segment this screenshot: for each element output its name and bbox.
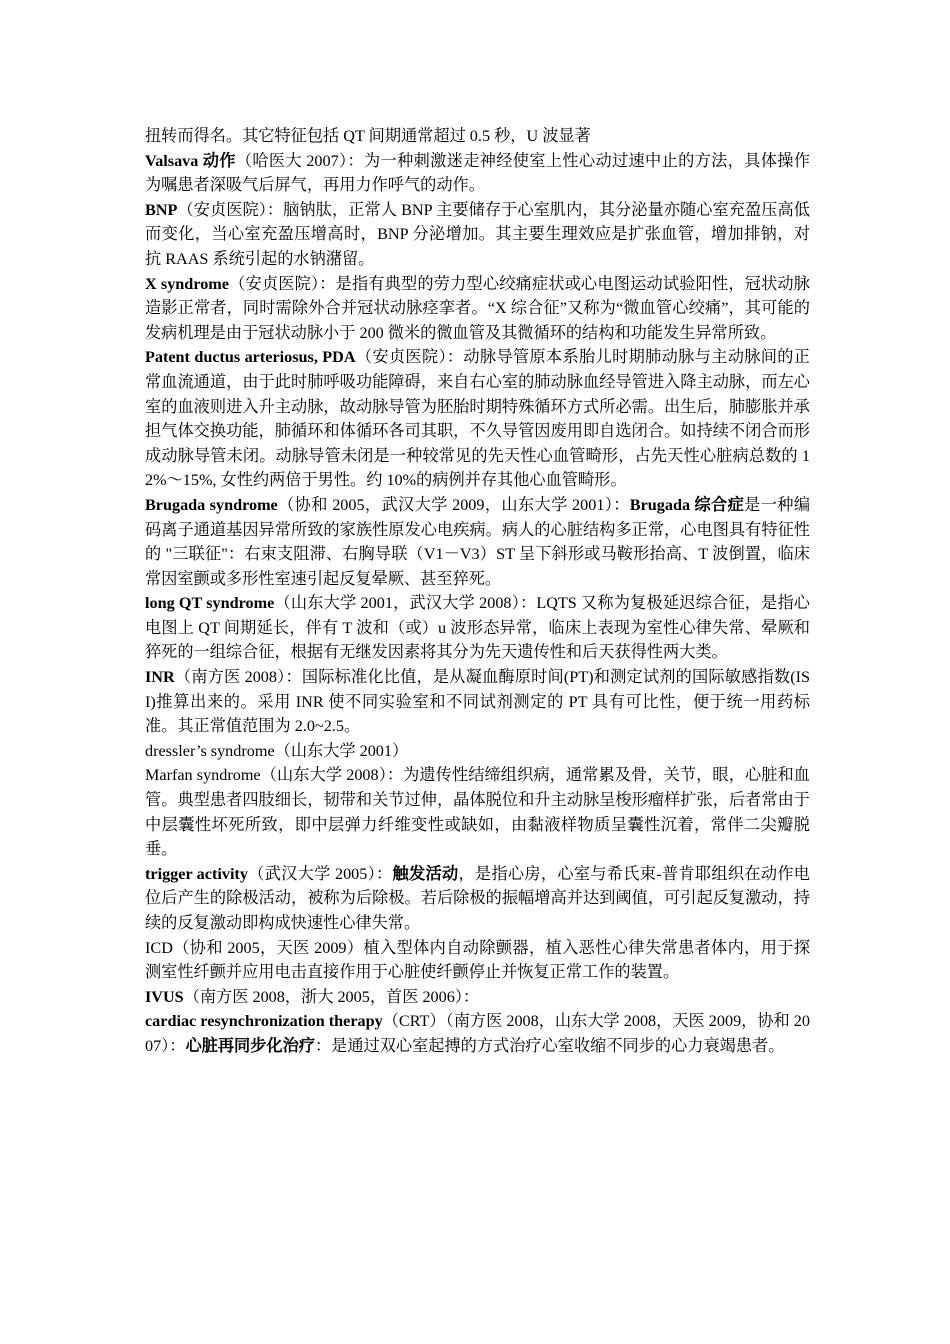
entry-text: （山东大学 2001，武汉大学 2008）：LQTS 又称为复极延迟综合征，是指心电图上 QT 间期延长，伴有 T 波和（或）u 波形态异常，临床上表现为室性心律失常、晕厥和猝死的一组综合征，根据有无继发因素将其分为先天遗传性和后天获得性两大类。 [145,594,810,662]
entry-term: Brugada syndrome [145,495,278,514]
entry-text: （协和 2005，武汉大学 2009，山东大学 2001）： [277,495,630,514]
entry-text-secondary: ，是指心房，心室与希氏束-普肯耶组织在动作电位后产生的除极活动，被称为后除极。若后除极的振幅增高并达到阈值，可引起反复激动，持续的反复激动即构成快速性心律失常。 [145,864,810,932]
entry-text: dressler’s syndrome（山东大学 2001） [145,741,409,760]
entry-valsava [145,149,810,198]
entry-term: trigger activity [145,864,248,883]
entry-inr [145,665,810,739]
entry-term: cardiac resynchronization therapy [145,1012,383,1031]
entry-text: Marfan syndrome（山东大学 2008）：为遗传性结缔组织病，通常累及骨，关节，眼，心脏和血管。典型患者四肢细长，韧带和关节过伸，晶体脱位和升主动脉呈梭形瘤样扩张，后者常由于中层囊性坏死所致，即中层弹力纤维变性或缺如，由黏液样物质呈囊性沉着，常伴二尖瓣脱垂。 [145,766,810,859]
entry-term-secondary: Brugada 综合症 [629,495,745,514]
entry-bnp [145,198,810,272]
document-page [145,124,810,1059]
entry-text: （南方医 2008，浙大 2005，首医 2006）： [183,987,480,1006]
entry-long-qt [145,591,810,665]
entry-term: IVUS [145,987,184,1006]
entry-text: （CRT）（南方医 2008，山东大学 2008，天医 2009，协和 2007）： [145,1012,810,1055]
entry-torsade-end [145,124,810,149]
entry-term: Patent ductus arteriosus, PDA [145,348,356,367]
entry-icd [145,936,810,985]
entry-text: ICD（协和 2005，天医 2009）植入型体内自动除颤器，植入恶性心律失常患者体内，用于探测室性纤颤并应用电击直接作用于心脏使纤颤停止并恢复正常工作的装置。 [145,938,810,982]
entry-term: BNP [145,200,178,219]
entry-crt [145,1009,810,1058]
entry-text-secondary: ：是通过双心室起搏的方式治疗心室收缩不同步的心力衰竭患者。 [314,1036,785,1055]
entry-text: （南方医 2008）：国际标准化比值，是从凝血酶原时间(PT)和测定试剂的国际敏感指数(ISI)推算出来的。采用 INR 使不同实验室和不同试剂测定的 PT 具有可比性，便于统一用药标准。其正常值范围为 2.0~2.5。 [145,668,810,736]
entry-text: （安贞医院）：是指有典型的劳力型心绞痛症状或心电图运动试验阳性，冠状动脉造影正常者，同时需除外合并冠状动脉痉挛者。“X 综合征”又称为“微血管心绞痛”，其可能的发病机理是由于冠状动脉小于 200 微米的微血管及其微循环的结构和功能发生异常所致。 [145,274,810,342]
entry-term-secondary: 心脏再同步化治疗 [185,1036,315,1055]
entry-marfan [145,763,810,861]
entry-text: （安贞医院）：动脉导管原本系胎儿时期肺动脉与主动脉间的正常血流通道，由于此时肺呼吸功能障碍，来自右心室的肺动脉血经导管进入降主动脉，而左心室的血液则进入升主动脉，故动脉导管为胚胎时期特殊循环方式所必需。出生后，肺膨胀并承担气体交换功能，肺循环和体循环各司其职，不久导管因废用即自选闭合。如持续不闭合而形成动脉导管未闭。动脉导管未闭是一种较常见的先天性心血管畸形，占先天性心脏病总数的 12%～15%, 女性约两倍于男性。约 10%的病例并存其他心血管畸形。 [145,348,810,490]
entry-pda [145,345,810,493]
entry-term: INR [145,668,175,687]
entry-x-syndrome [145,272,810,346]
entry-term: Valsava 动作 [145,151,236,170]
entry-text-secondary: 是一种编码离子通道基因异常所致的家族性原发心电疾病。病人的心脏结构多正常，心电图具有特征性的 "三联征"：右束支阻滞、右胸导联（V1－V3）ST 呈下斜形或马鞍形抬高、T 波倒置，临床常因室颤或多形性室速引起反复晕厥、甚至猝死。 [145,495,811,588]
entry-text: （哈医大 2007）：为一种刺激迷走神经使室上性心动过速中止的方法，具体操作为嘱患者深吸气后屏气，再用力作呼气的动作。 [145,151,810,195]
entry-ivus [145,985,810,1010]
entry-term: X syndrome [145,274,229,293]
entry-term: long QT syndrome [145,594,275,613]
entry-dressler [145,739,810,764]
entry-term-secondary: 触发活动 [392,864,459,883]
entry-text: （武汉大学 2005）： [247,864,393,883]
entry-text: 扭转而得名。其它特征包括 QT 间期通常超过 0.5 秒，U 波显著 [145,127,591,145]
entry-text: （安贞医院）：脑钠肽，正常人 BNP 主要储存于心室肌内，其分泌量亦随心室充盈压高低而变化，当心室充盈压增高时，BNP 分泌增加。其主要生理效应是扩张血管，增加排钠，对抗 RAAS 系统引起的水钠潴留。 [145,200,810,268]
entry-brugada [145,493,810,591]
entry-trigger-activity [145,862,810,936]
